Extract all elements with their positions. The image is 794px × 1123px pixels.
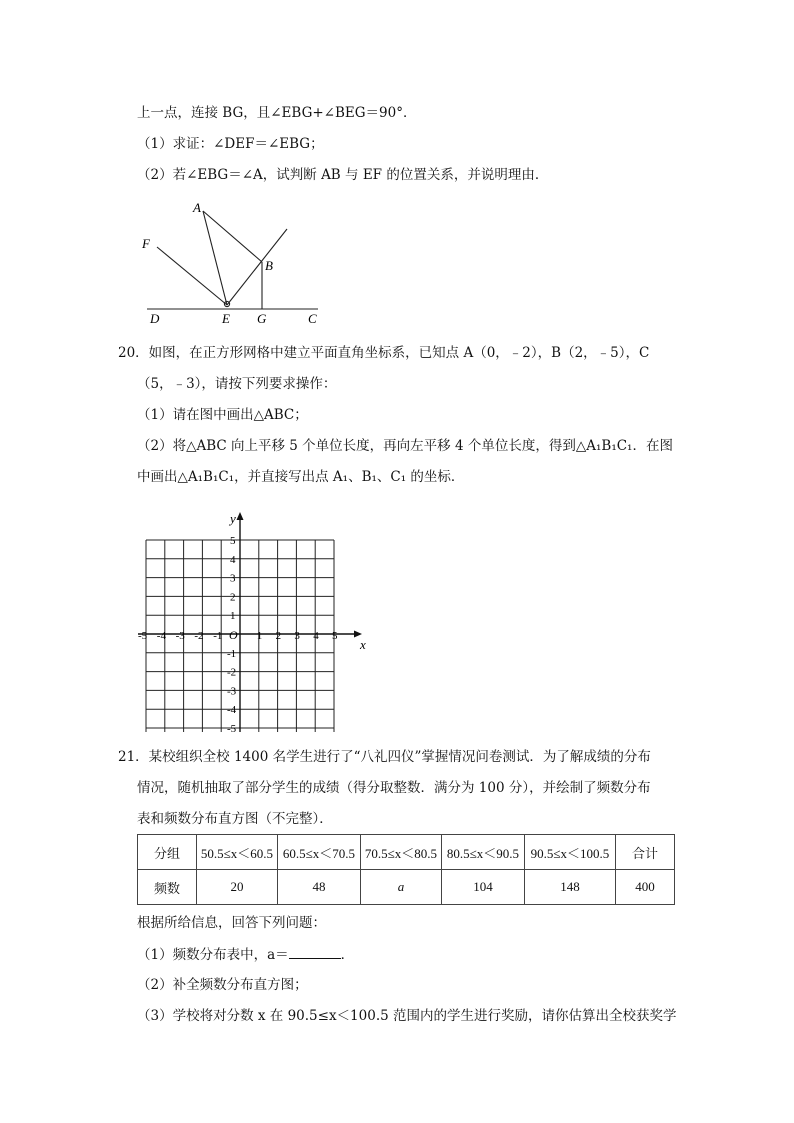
answer-blank	[289, 945, 341, 959]
x-tick-label: 4	[313, 630, 319, 642]
x-axis-label: x	[360, 637, 366, 652]
table-cell: 48	[278, 870, 361, 905]
table-cell: 60.5≤x＜70.5	[278, 835, 361, 870]
table-cell: 分组	[138, 835, 197, 870]
origin-label: O	[229, 628, 238, 642]
table-cell: 50.5≤x＜60.5	[197, 835, 278, 870]
y-tick-label: -1	[227, 647, 237, 660]
q20-line-1: 20．如图，在正方形网格中建立平面直角坐标系，已知点 A（0，﹣2），B（2，﹣5），C	[118, 345, 650, 361]
q21-line-5-end: ．	[340, 947, 355, 963]
q19-line-2: （1）求证：∠DEF＝∠EBG；	[137, 136, 324, 152]
q20-line-2: （5，﹣3），请按下列要求操作：	[137, 376, 337, 392]
segment-ef	[157, 247, 227, 305]
x-tick-label: -5	[138, 630, 148, 642]
label-C: C	[308, 311, 317, 326]
y-axis-arrow-icon	[237, 512, 244, 520]
label-B: B	[265, 258, 273, 273]
y-tick-label: 4	[230, 553, 236, 566]
x-tick-label: -3	[175, 630, 185, 642]
label-F: F	[142, 236, 150, 251]
q21-line-7: （3）学校将对分数 x 在 90.5≤x＜100.5 范围内的学生进行奖励，请你估算出全校获奖学	[137, 1008, 677, 1024]
q21-line-4: 根据所给信息，回答下列问题：	[137, 915, 326, 931]
table-cell: a	[361, 870, 442, 905]
table-cell: 合计	[616, 835, 675, 870]
q19-geometry-figure	[135, 196, 335, 328]
x-tick-label: -4	[156, 630, 166, 642]
table-cell: 104	[442, 870, 525, 905]
segment-ea	[203, 211, 227, 305]
q20-line-3: （1）请在图中画出△ABC；	[137, 407, 308, 423]
frequency-table	[137, 834, 675, 905]
y-tick-label: 3	[230, 572, 236, 585]
y-tick-label: -2	[227, 666, 237, 679]
x-tick-label: -2	[194, 630, 204, 642]
label-G: G	[257, 311, 267, 326]
q21-line-3: 表和频数分布直方图（不完整）．	[137, 811, 333, 827]
coordinate-grid	[135, 500, 385, 732]
label-D: D	[150, 311, 160, 326]
x-tick-label: -1	[213, 630, 223, 642]
q20-line-5: 中画出△A₁B₁C₁，并直接写出点 A₁、B₁、C₁ 的坐标．	[137, 469, 465, 485]
table-cell: 90.5≤x＜100.5	[525, 835, 616, 870]
y-tick-label: 1	[230, 610, 236, 623]
q19-line-3: （2）若∠EBG＝∠A，试判断 AB 与 EF 的位置关系，并说明理由．	[137, 167, 549, 183]
x-tick-label: 3	[294, 630, 300, 642]
q19-line-1: 上一点，连接 BG，且∠EBG+∠BEG＝90°．	[137, 105, 417, 121]
table-cell: 148	[525, 870, 616, 905]
table-cell: 400	[616, 870, 675, 905]
y-tick-label: -4	[227, 704, 237, 717]
table-row-frequency	[138, 870, 675, 905]
q21-line-5	[137, 945, 354, 964]
y-tick-label: 2	[230, 591, 236, 604]
table-cell: 20	[197, 870, 278, 905]
x-tick-label: 1	[256, 630, 263, 642]
q21-line-1: 21．某校组织全校 1400 名学生进行了“八礼四仪”掌握情况问卷测试．为了解成绩的分布	[118, 749, 651, 765]
q21-line-6: （2）补全频数分布直方图；	[137, 977, 308, 993]
q21-line-2: 情况，随机抽取了部分学生的成绩（得分取整数．满分为 100 分），并绘制了频数分布	[137, 780, 651, 796]
y-tick-label: 5	[230, 535, 236, 547]
table-cell: 频数	[138, 870, 197, 905]
segment-ab	[203, 211, 262, 262]
table-row-header	[138, 835, 675, 870]
label-A: A	[193, 200, 201, 215]
q21-line-5-text: （1）频数分布表中，a＝	[137, 947, 289, 963]
ray-eb	[227, 229, 287, 305]
table-cell: 70.5≤x＜80.5	[361, 835, 442, 870]
x-tick-label: 2	[275, 630, 282, 642]
y-tick-label: -3	[227, 685, 237, 698]
table-cell: 80.5≤x＜90.5	[442, 835, 525, 870]
label-E: E	[222, 311, 230, 326]
y-tick-label: -5	[227, 723, 237, 732]
y-axis-label: y	[230, 511, 236, 526]
x-tick-label: 5	[332, 630, 338, 642]
q20-line-4: （2）将△ABC 向上平移 5 个单位长度，再向左平移 4 个单位长度，得到△A₁B₁C₁．在图	[137, 438, 673, 454]
